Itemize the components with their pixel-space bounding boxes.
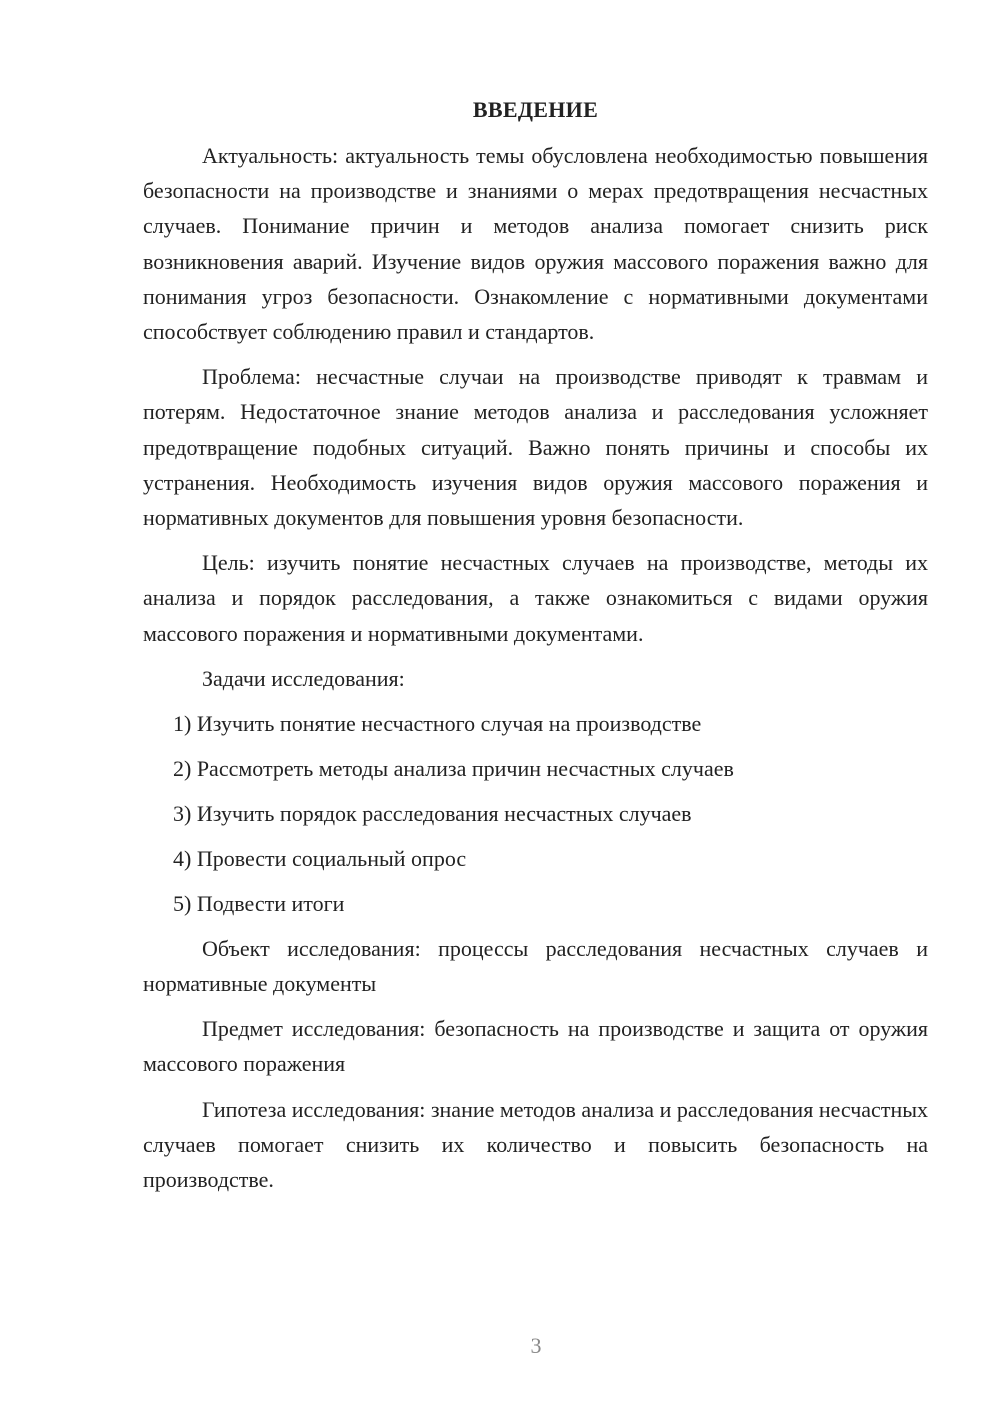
page-title: ВВЕДЕНИЕ: [472, 97, 599, 122]
list-item: 5) Подвести итоги: [173, 890, 345, 916]
page-content: [143, 93, 928, 1207]
page-number: 3: [530, 1333, 542, 1358]
list-item: 3) Изучить порядок расследования несчастных случаев: [173, 800, 692, 826]
list-item: 4) Провести социальный опрос: [173, 845, 467, 871]
tasks-list: [143, 706, 928, 921]
list-item: 1) Изучить понятие несчастного случая на производстве: [173, 710, 702, 736]
paragraph-goal: Цель: изучить понятие несчастных случаев на производстве, методы их анализа и порядок расследования, а также ознакомиться с видами оружия массового поражения и нормативными документами.: [143, 550, 928, 646]
paragraph-problem: Проблема: несчастные случаи на производстве приводят к травмам и потерям. Недостаточное знание методов анализа и расследования усложняет предотвращение подобных ситуаций. Важно понять причины и способы их устранения. Необходимость изучения видов оружия массового поражения и нормативных документов для повышения уровня безопасности.: [143, 364, 928, 531]
paragraph-relevance: Актуальность: актуальность темы обусловлена необходимостью повышения безопасности на производстве и знаниями о мерах предотвращения несчастных случаев. Понимание причин и методов анализа помогает снизить риск возникновения аварий. Изучение видов оружия массового поражения важно для понимания угроз безопасности. Ознакомление с нормативными документами способствует соблюдению правил и стандартов.: [143, 143, 928, 345]
paragraph-subject: Предмет исследования: безопасность на производстве и защита от оружия массового поражения: [143, 1016, 928, 1077]
tasks-heading: Задачи исследования:: [202, 665, 405, 691]
paragraph-hypothesis: Гипотеза исследования: знание методов анализа и расследования несчастных случаев помогает снизить их количество и повысить безопасность на производстве.: [143, 1096, 928, 1193]
list-item: 2) Рассмотреть методы анализа причин несчастных случаев: [173, 755, 734, 781]
paragraph-object: Объект исследования: процессы расследования несчастных случаев и нормативные документы: [143, 935, 928, 997]
